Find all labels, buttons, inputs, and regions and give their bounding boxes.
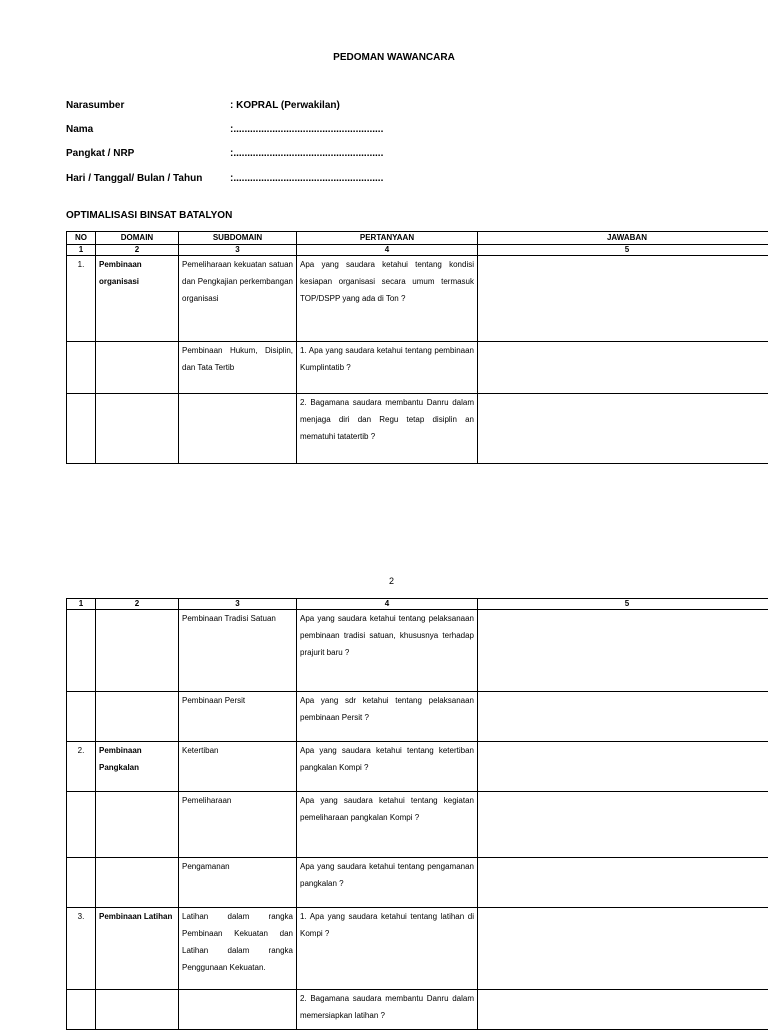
table-row — [67, 858, 768, 908]
table-row — [67, 908, 768, 990]
table-row — [67, 692, 768, 742]
meta-label: Narasumber — [66, 100, 124, 111]
cell-subdomain: Pemeliharaan — [179, 792, 297, 858]
meta-label: Pangkat / NRP — [66, 148, 134, 159]
interview-table-1 — [66, 231, 768, 464]
col-number: 1 — [67, 245, 96, 256]
cell-domain — [96, 610, 179, 692]
cell-answer[interactable] — [478, 692, 768, 742]
cell-subdomain: Pemeliharaan kekuatan satuan dan Pengkajian perkembangan organisasi — [179, 256, 297, 342]
header-domain: DOMAIN — [96, 232, 179, 245]
cell-domain — [96, 858, 179, 908]
cell-no — [67, 610, 96, 692]
cell-domain: Pembinaan organisasi — [96, 256, 179, 342]
column-number-row — [67, 599, 768, 610]
cell-answer[interactable] — [478, 610, 768, 692]
cell-answer[interactable] — [478, 908, 768, 990]
cell-no — [67, 692, 96, 742]
meta-value: : KOPRAL (Perwakilan) — [230, 100, 340, 111]
header-jawaban: JAWABAN — [478, 232, 768, 245]
col-number: 4 — [297, 245, 478, 256]
cell-question: 1. Apa yang saudara ketahui tentang pembinaan Kumplintatib ? — [297, 342, 478, 394]
table-row — [67, 610, 768, 692]
cell-answer[interactable] — [478, 858, 768, 908]
cell-subdomain: Pembinaan Hukum, Disiplin, dan Tata Tertib — [179, 342, 297, 394]
cell-no — [67, 342, 96, 394]
section-title: OPTIMALISASI BINSAT BATALYON — [66, 210, 232, 221]
cell-answer[interactable] — [478, 342, 768, 394]
cell-question: Apa yang saudara ketahui tentang pelaksanaan pembinaan tradisi satuan, khususnya terhadap prajurit baru ? — [297, 610, 478, 692]
col-number: 2 — [96, 599, 179, 610]
cell-domain: Pembinaan Latihan — [96, 908, 179, 990]
cell-no — [67, 792, 96, 858]
page-number: 2 — [389, 576, 394, 586]
cell-subdomain — [179, 394, 297, 464]
cell-answer[interactable] — [478, 394, 768, 464]
cell-no: 1. — [67, 256, 96, 342]
cell-question: Apa yang saudara ketahui tentang kegiatan pemeliharaan pangkalan Kompi ? — [297, 792, 478, 858]
col-number: 3 — [179, 245, 297, 256]
cell-domain — [96, 342, 179, 394]
cell-answer[interactable] — [478, 792, 768, 858]
header-no: NO — [67, 232, 96, 245]
meta-value: :...................................................... — [230, 148, 383, 159]
meta-value: :...................................................... — [230, 124, 383, 135]
cell-question: Apa yang sdr ketahui tentang pelaksanaan pembinaan Persit ? — [297, 692, 478, 742]
cell-domain — [96, 692, 179, 742]
interview-table-2 — [66, 598, 768, 1030]
cell-domain — [96, 394, 179, 464]
table-row — [67, 792, 768, 858]
cell-domain — [96, 792, 179, 858]
cell-no — [67, 858, 96, 908]
document-title: PEDOMAN WAWANCARA — [0, 52, 768, 63]
column-number-row — [67, 245, 768, 256]
table-row — [67, 394, 768, 464]
col-number: 3 — [179, 599, 297, 610]
cell-question: Apa yang saudara ketahui tentang pengamanan pangkalan ? — [297, 858, 478, 908]
cell-question: 2. Bagamana saudara membantu Danru dalam menjaga diri dan Regu tetap disiplin an mematuhi tatatertib ? — [297, 394, 478, 464]
cell-question: 2. Bagamana saudara membantu Danru dalam memersiapkan latihan ? — [297, 990, 478, 1030]
meta-label: Nama — [66, 124, 93, 135]
cell-subdomain: Pengamanan — [179, 858, 297, 908]
cell-no: 3. — [67, 908, 96, 990]
col-number: 2 — [96, 245, 179, 256]
table-row — [67, 256, 768, 342]
table-row — [67, 342, 768, 394]
cell-question: Apa yang saudara ketahui tentang kondisi kesiapan organisasi secara umum termasuk TOP/DSPP yang ada di Ton ? — [297, 256, 478, 342]
cell-question: Apa yang saudara ketahui tentang ketertiban pangkalan Kompi ? — [297, 742, 478, 792]
cell-subdomain: Ketertiban — [179, 742, 297, 792]
cell-no: 2. — [67, 742, 96, 792]
cell-no — [67, 394, 96, 464]
cell-answer[interactable] — [478, 742, 768, 792]
cell-question: 1. Apa yang saudara ketahui tentang latihan di Kompi ? — [297, 908, 478, 990]
col-number: 1 — [67, 599, 96, 610]
header-pertanyaan: PERTANYAAN — [297, 232, 478, 245]
table-row — [67, 742, 768, 792]
header-row — [67, 232, 768, 245]
cell-subdomain: Latihan dalam rangka Pembinaan Kekuatan dan Latihan dalam rangka Penggunaan Kekuatan. — [179, 908, 297, 990]
col-number: 5 — [478, 599, 768, 610]
meta-value: :...................................................... — [230, 173, 383, 184]
header-subdomain: SUBDOMAIN — [179, 232, 297, 245]
cell-subdomain: Pembinaan Tradisi Satuan — [179, 610, 297, 692]
col-number: 4 — [297, 599, 478, 610]
col-number: 5 — [478, 245, 768, 256]
cell-answer[interactable] — [478, 256, 768, 342]
meta-label: Hari / Tanggal/ Bulan / Tahun — [66, 173, 202, 184]
cell-domain: Pembinaan Pangkalan — [96, 742, 179, 792]
cell-subdomain: Pembinaan Persit — [179, 692, 297, 742]
